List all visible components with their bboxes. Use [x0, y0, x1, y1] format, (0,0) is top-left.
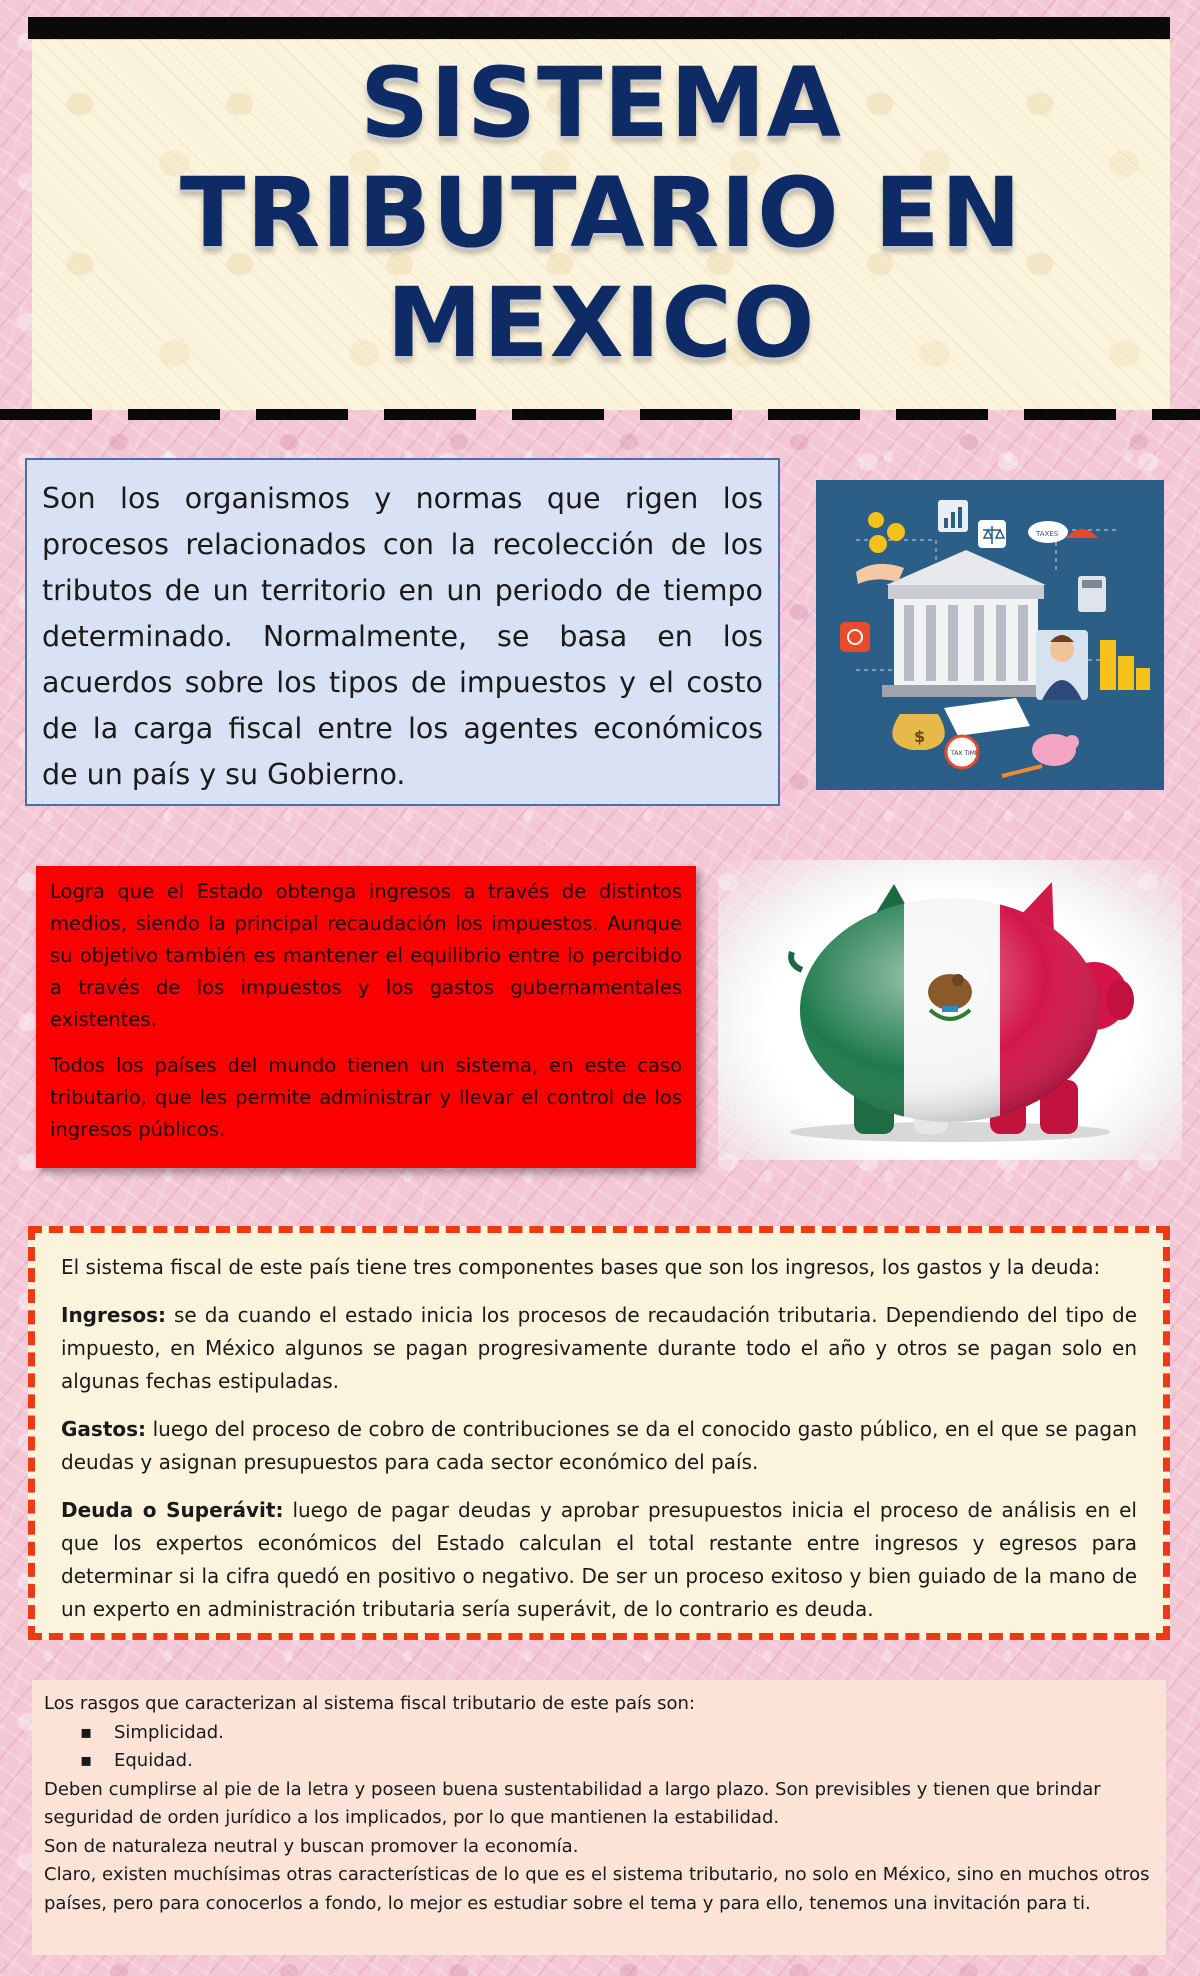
- traits-text: Deben cumplirse al pie de la letra y poseen buena sustentabilidad a largo plazo. Son previsibles y tienen que brindar seguridad de orden jurídico a los implicados, por lo que mantienen la estabilidad.: [44, 1778, 1101, 1828]
- piggy-snout: [1106, 980, 1134, 1020]
- header-dashed-divider: [0, 409, 1200, 420]
- clock-label: TAX TIME: [951, 750, 979, 757]
- tax-system-illustration: [816, 480, 1164, 790]
- documents-icon: [944, 698, 1030, 736]
- traits-text: Claro, existen muchísimas otras características de lo que es el sistema tributario, no solo en México, sino en muchos otros países, pero para conocerlos a fondo, lo mejor es estudiar sobre el tema y para ello, tenemos una invitación para ti.: [44, 1864, 1150, 1914]
- money-bag-icon: [892, 714, 944, 750]
- building-icon: [882, 550, 1050, 697]
- component-item-ingresos: [61, 1299, 1137, 1398]
- gear-icon: [840, 622, 870, 652]
- objective-paragraph: Logra que el Estado obtenga ingresos a través de distintos medios, siendo la principal recaudación los impuestos. Aunque su objetivo también es mantener el equilibrio entre lo percibido a través de los impuestos y los gastos gubernamentales existentes.: [50, 880, 682, 1031]
- document-label: TAXES: [1036, 530, 1059, 538]
- objective-box: [36, 866, 696, 1168]
- component-item-gastos: [61, 1413, 1137, 1479]
- component-term: Deuda o Superávit:: [61, 1498, 284, 1522]
- traits-intro: Los rasgos que caracterizan al sistema fiscal tributario de este país son:: [44, 1693, 695, 1714]
- component-text: se da cuando el estado inicia los procesos de recaudación tributaria. Dependiendo del tipo de impuesto, en México algunos se pagan progresivamente durante todo el año y otros se pagan solo en algunas fechas estipuladas.: [61, 1303, 1137, 1393]
- traits-list: [44, 1719, 1154, 1776]
- pencil-icon: [1002, 766, 1042, 776]
- piggy-bank-icon: [1032, 734, 1079, 766]
- objective-paragraph: Todos los países del mundo tienen un sistema, en este caso tributario, que les permite administrar y llevar el control de los ingresos públicos.: [50, 1054, 682, 1141]
- component-item-deuda: [61, 1494, 1137, 1626]
- calculator-icon: [1078, 576, 1106, 612]
- businessman-icon: [1036, 630, 1088, 700]
- page-title: SISTEMA TRIBUTARIO EN MEXICO: [179, 47, 1023, 379]
- component-term: Gastos:: [61, 1417, 147, 1441]
- chart-icon: [938, 500, 968, 532]
- components-intro: El sistema fiscal de este país tiene tres componentes bases que son los ingresos, los gastos y la deuda:: [61, 1255, 1101, 1279]
- svg-text:$: $: [914, 727, 926, 746]
- list-item: ▪ Equidad.: [80, 1747, 1154, 1776]
- traits-text: Son de naturaleza neutral y buscan promover la economía.: [44, 1835, 579, 1857]
- alarm-clock-icon: [946, 736, 979, 768]
- component-text: luego de pagar deudas y aprobar presupuestos inicia el proceso de análisis en el que los expertos económicos del Estado calculan el total restante entre ingresos y egresos para determinar si la cifra quedó en positivo o negativo. De ser un proceso exitoso y bien guiado de la mano de un experto en administración tributaria sería superávit, de lo contrario es deuda.: [61, 1498, 1137, 1621]
- coin-stacks-icon: [1100, 640, 1150, 690]
- mexican-flag-piggy-image: [718, 860, 1182, 1160]
- intro-text: Son los organismos y normas que rigen los procesos relacionados con la recolección de los tributos de un territorio en un periodo de tiempo determinado. Normalmente, se basa en los acuerdos sobre los tipos de impuestos y el costo de la carga fiscal entre los agentes económicos de un país y su Gobierno.: [42, 482, 763, 791]
- header-top-bar: [28, 17, 1170, 39]
- umbrella-icon: [1066, 529, 1098, 538]
- cloud-icon: [1028, 521, 1068, 543]
- intro-definition-box: [25, 458, 780, 806]
- piggy-tail: [791, 952, 802, 970]
- component-text: luego del proceso de cobro de contribuciones se da el conocido gasto público, en el que se pagan deudas y asignan presupuestos para cada sector económico del país.: [61, 1417, 1137, 1474]
- components-box: [28, 1226, 1170, 1640]
- traits-box: [32, 1680, 1166, 1955]
- list-item: ▪ Simplicidad.: [80, 1719, 1154, 1748]
- scales-icon: [978, 520, 1006, 548]
- component-term: Ingresos:: [61, 1303, 166, 1327]
- hand-with-coins-icon: [856, 512, 905, 584]
